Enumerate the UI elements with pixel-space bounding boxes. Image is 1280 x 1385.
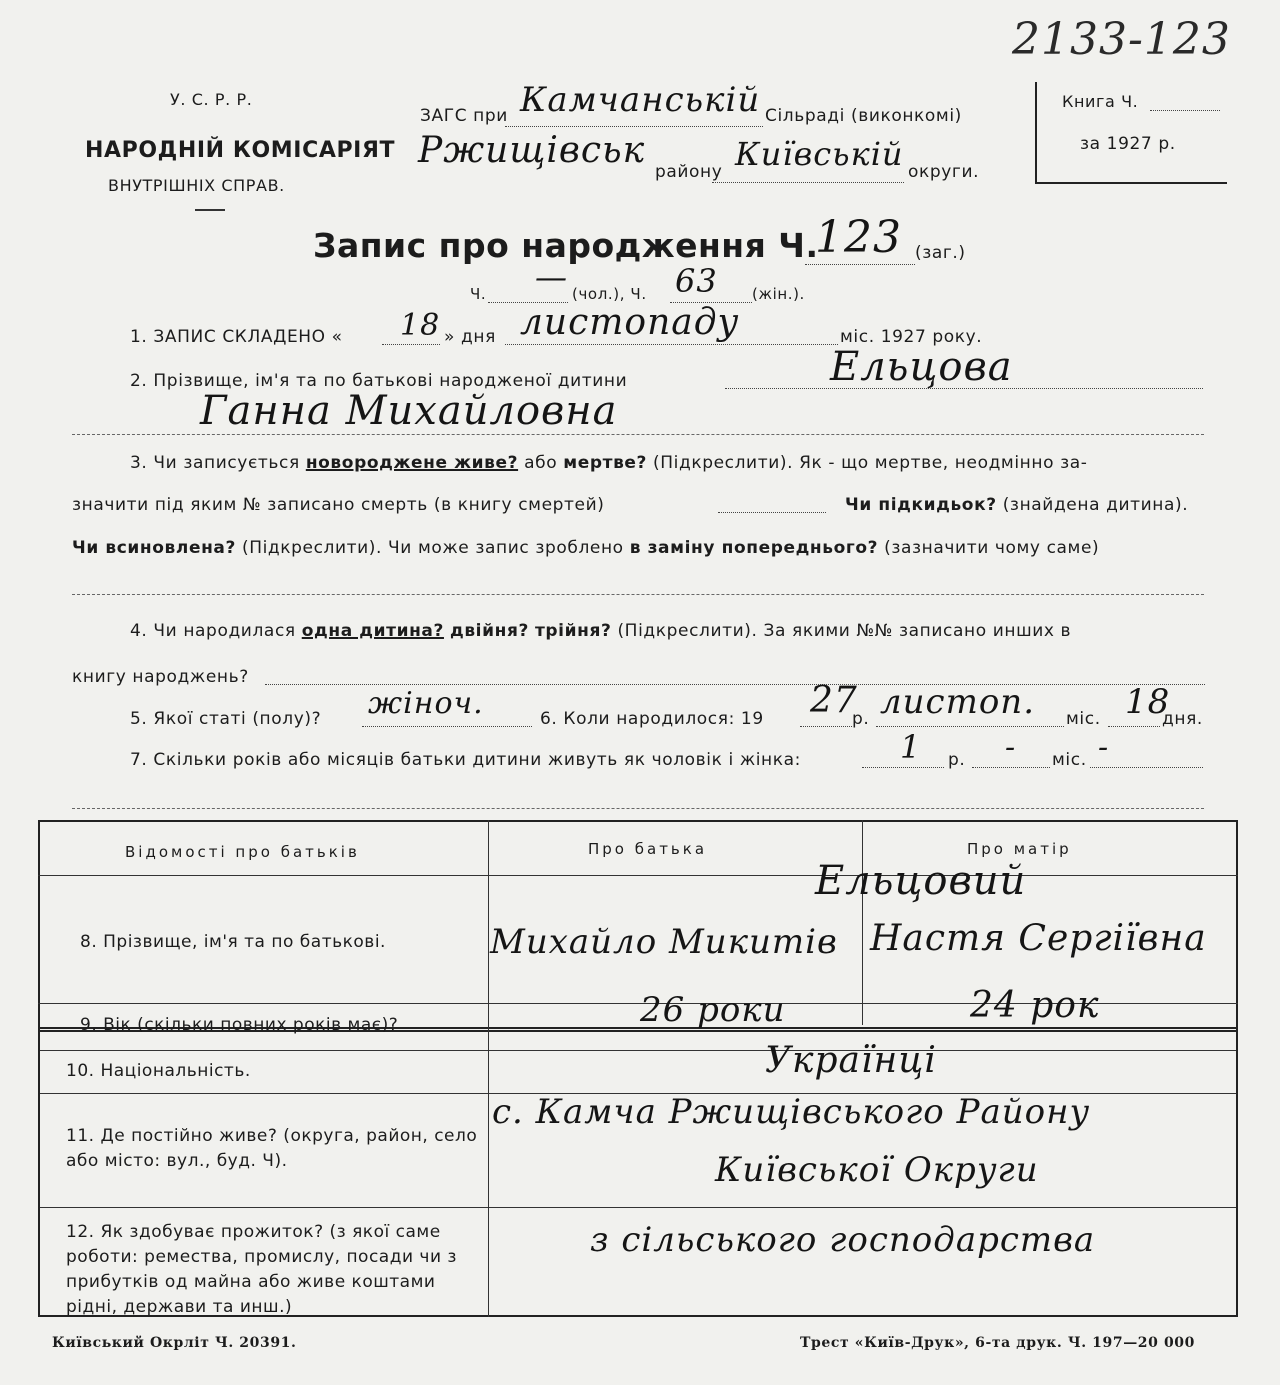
item7-label: 7. Скільки років або місяців батьки дитини живуть як чоловік і жінка: (130, 750, 801, 770)
option-foundling: Чи підкидьок? (845, 495, 997, 515)
child-name: Ганна Михайловна (200, 388, 618, 434)
child-surname: Ельцова (830, 344, 1013, 390)
option-single: одна дитина? (301, 621, 444, 641)
item4-text-a: 4. Чи народилася (130, 621, 296, 641)
mother-surname-top: Ельцовий (815, 858, 1027, 904)
total-suffix: (заг.) (915, 243, 966, 263)
raion-label: району (655, 162, 723, 182)
record-title: Запис про народження Ч. (313, 226, 819, 265)
item3-line (72, 594, 1204, 595)
divider (195, 209, 225, 211)
residence-line1: с. Камча Ржищівського Району (492, 1092, 1091, 1132)
council-label: Сільраді (виконкомі) (765, 106, 962, 126)
male-number: — (535, 258, 568, 296)
commissariat-label: НАРОДНІЙ КОМІСАРІЯТ (85, 138, 396, 163)
male-prefix: Ч. (470, 285, 487, 303)
record-number-line (805, 264, 915, 265)
record-number: 123 (815, 212, 902, 263)
row8-label: 8. Прізвище, ім'я та по батькові. (80, 932, 386, 952)
item6-r: р. (852, 709, 870, 729)
row11-label: 11. Де постійно живе? (округа, район, село або місто: вул., буд. Ч). (66, 1126, 478, 1171)
item2-line (725, 388, 1203, 389)
item6-year: 27 (810, 680, 858, 721)
item5-value: жіноч. (368, 686, 484, 721)
item2-label: 2. Прізвище, ім'я та по батькові народженої дитини (130, 371, 628, 391)
col-divider-2 (862, 820, 863, 1025)
item6-mis: міс. (1066, 709, 1101, 729)
item6-month: листоп. (880, 682, 1036, 722)
option-replacement: в заміну попереднього? (629, 538, 879, 558)
okruha-handwritten: Київській (735, 135, 904, 173)
option-adopted: Чи всиновлена? (72, 538, 236, 558)
item6-day: 18 (1125, 682, 1171, 722)
item3-d-row (72, 495, 604, 515)
item5-label: 5. Якої статі (полу)? (130, 709, 322, 729)
footer-right: Трест «Київ-Друк», 6-та друк. Ч. 197—20 000 (800, 1335, 1195, 1351)
item3-e-row (845, 495, 1188, 515)
option-twins: двійня? (449, 621, 529, 641)
livelihood: з сільського господарства (590, 1220, 1096, 1260)
item2-line2 (72, 434, 1204, 435)
item4-text-c: книгу народжень? (72, 667, 249, 687)
female-suffix: (жін.). (752, 285, 805, 303)
item3-text-c: (Підкреслити). Як - що мертве, неодмінно за- (653, 453, 1088, 473)
item7-line (72, 808, 1204, 809)
item7-years: 1 (900, 728, 922, 766)
item6-label: 6. Коли народилося: 19 (540, 709, 764, 729)
item6-dnia: дня. (1162, 709, 1203, 729)
zags-village-line (505, 126, 763, 127)
item7-mis: міс. (1052, 750, 1087, 770)
item7-months: - (1005, 730, 1017, 765)
book-label: Книга Ч. (1062, 92, 1139, 111)
item3-text-e: (знайдена дитина). (1002, 495, 1189, 515)
mother-age: 24 рок (970, 985, 1100, 1026)
item7-end: - (1098, 730, 1110, 765)
item1-month: листопаду (520, 302, 740, 343)
item1-mid: » дня (444, 327, 496, 347)
option-triplets: трійня? (534, 621, 612, 641)
item7-end-line (1090, 767, 1203, 768)
col-header-info: Відомості про батьків (125, 843, 360, 861)
archive-number: 2133-123 (1012, 14, 1231, 65)
male-suffix: (чол.), Ч. (572, 285, 647, 303)
col-header-father: Про батька (588, 840, 708, 858)
item4-line (265, 684, 1205, 685)
item3-f-row (72, 538, 1099, 558)
father-age: 26 роки (640, 990, 786, 1030)
item3-text-d: значити під яким № записано смерть (в книгу смертей) (72, 495, 605, 515)
raion-handwritten: Ржищівськ (418, 130, 646, 171)
father-name: Михайло Микитів (490, 922, 838, 962)
item1-prefix: 1. ЗАПИС СКЛАДЕНО « (130, 327, 343, 347)
item3-text-f: (Підкреслити). Чи може запис зроблено (241, 538, 624, 558)
col-divider-lower (488, 1025, 489, 1317)
mother-name: Настя Сергіївна (870, 918, 1207, 959)
item1-month-line (505, 344, 838, 345)
item7-years-line (862, 767, 944, 768)
item6-year-line (800, 726, 852, 727)
item5-line (362, 726, 532, 727)
row9-label: 9. Вік (скільки повних років має)? (80, 1015, 399, 1035)
item7-r: р. (948, 750, 966, 770)
item6-month-line (876, 726, 1064, 727)
item3-text-a: 3. Чи записується (130, 453, 300, 473)
header-divider (38, 875, 1238, 876)
item3-text-g: (зазначити чому саме) (884, 538, 1100, 558)
option-dead: мертве? (563, 453, 648, 473)
okruha-line (712, 182, 904, 183)
female-number: 63 (675, 262, 718, 300)
item4-row (130, 621, 1071, 641)
item1-suffix: міс. 1927 року. (840, 327, 983, 347)
book-line (1150, 110, 1220, 111)
item3-text-b: або (524, 453, 558, 473)
item6-day-line (1108, 726, 1160, 727)
row12-label: 12. Як здобуває прожиток? (з якої саме роботи: ремества, промислу, посади чи з прибутків од майна або живе коштами рідні, держави та инш.) (66, 1222, 457, 1317)
item1-day-line (382, 344, 440, 345)
residence-line2: Київської Округи (715, 1150, 1039, 1190)
col-divider-1 (488, 820, 489, 1027)
item7-months-line (972, 767, 1050, 768)
nationality: Українці (765, 1040, 937, 1081)
internal-affairs-label: ВНУТРІШНІХ СПРАВ. (108, 176, 285, 195)
okruha-label: округи. (908, 162, 980, 182)
col-header-mother: Про матір (967, 840, 1072, 858)
option-alive: новороджене живе? (305, 453, 519, 473)
item4-text-b: (Підкреслити). За якими №№ записано инших в (617, 621, 1072, 641)
footer-left: Київський Окрліт Ч. 20391. (52, 1335, 297, 1351)
death-record-line (718, 512, 826, 513)
zags-prefix: ЗАГС при (420, 106, 508, 126)
row10-label: 10. Національність. (66, 1061, 251, 1081)
item1-day: 18 (400, 308, 441, 343)
book-year: за 1927 р. (1080, 134, 1176, 154)
zags-village: Камчанській (520, 80, 761, 120)
item3-a (130, 453, 1088, 473)
ussr-label: У. С. Р. Р. (170, 90, 253, 109)
